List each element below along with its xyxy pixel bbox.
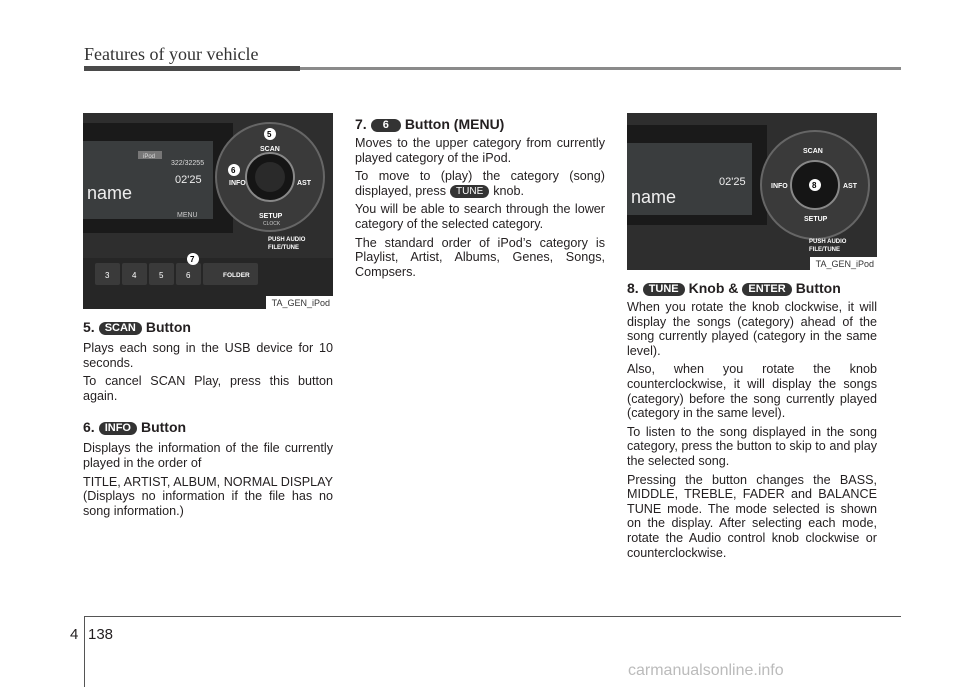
svg-text:MENU: MENU (177, 212, 198, 219)
svg-text:name: name (631, 187, 677, 207)
section-heading: 7. 6 Button (MENU) (355, 116, 505, 132)
tune-key-badge: TUNE (643, 283, 685, 296)
paragraph: Displays the information of the file currently played in the order of (83, 441, 333, 470)
section-info (83, 418, 333, 518)
svg-text:7: 7 (190, 255, 195, 264)
svg-text:FILE/TUNE: FILE/TUNE (268, 245, 299, 251)
svg-text:02'25: 02'25 (719, 176, 746, 188)
svg-text:SCAN: SCAN (260, 146, 280, 153)
svg-text:SCAN: SCAN (803, 148, 823, 155)
paragraph: When you rotate the knob clockwise, it will display the songs (category) ahead of the song currently played (category in the same level). (627, 300, 877, 358)
svg-text:iPod: iPod (143, 154, 156, 160)
paragraph: TITLE, ARTIST, ALBUM, NORMAL DISPLAY (Displays no information if the file has no song information.) (83, 474, 333, 518)
svg-text:INFO: INFO (771, 183, 788, 190)
svg-text:PUSH AUDIO: PUSH AUDIO (809, 239, 847, 245)
paragraph: Moves to the upper category from currently played category of the iPod. (355, 136, 605, 165)
svg-text:name: name (87, 183, 133, 203)
section-number: 4 (70, 626, 79, 643)
six-key-badge: 6 (371, 119, 401, 132)
svg-text:FOLDER: FOLDER (223, 272, 250, 279)
audio-unit-illustration (83, 113, 333, 309)
column-right (627, 113, 877, 564)
svg-text:CLOCK: CLOCK (263, 221, 281, 227)
section-menu (355, 115, 605, 279)
svg-text:02'25: 02'25 (175, 174, 202, 186)
section-heading: 8. TUNE Knob & ENTER Button (627, 280, 841, 296)
section-heading: 5. SCAN Button (83, 319, 191, 335)
info-key-badge: INFO (99, 422, 137, 435)
svg-text:6: 6 (231, 166, 236, 175)
paragraph: The standard order of iPod’s category is Playlist, Artist, Albums, Genes, Songs, Compsers. (355, 235, 605, 279)
audio-knob-illustration (627, 113, 877, 270)
section-tune-enter (627, 279, 877, 560)
svg-text:SETUP: SETUP (259, 213, 283, 220)
paragraph: To cancel SCAN Play, press this button again. (83, 374, 333, 403)
svg-text:6: 6 (186, 271, 191, 280)
svg-text:8: 8 (812, 181, 817, 190)
svg-text:INFO: INFO (229, 180, 246, 187)
svg-text:AST: AST (843, 183, 857, 190)
svg-text:3: 3 (105, 271, 110, 280)
footer-divider (84, 617, 85, 687)
paragraph: To listen to the song displayed in the song category, press the button to skip to and play the selected song. (627, 424, 877, 468)
section-scan (83, 318, 333, 403)
svg-text:5: 5 (159, 271, 164, 280)
svg-text:4: 4 (132, 271, 137, 280)
watermark: carmanualsonline.info (628, 662, 784, 679)
figure-caption: TA_GEN_iPod (810, 257, 877, 270)
page-number: 138 (88, 626, 114, 643)
footer-rule (84, 616, 901, 617)
section-heading: 6. INFO Button (83, 419, 187, 436)
enter-key-badge: ENTER (742, 283, 791, 296)
column-middle (355, 113, 605, 283)
svg-text:PUSH AUDIO: PUSH AUDIO (268, 237, 306, 243)
svg-text:SETUP: SETUP (804, 216, 828, 223)
svg-text:5: 5 (267, 130, 272, 139)
figure-caption: TA_GEN_iPod (266, 296, 333, 309)
page-header-title: Features of your vehicle (84, 44, 259, 64)
column-left (83, 113, 333, 522)
svg-text:FILE/TUNE: FILE/TUNE (809, 247, 840, 253)
svg-text:322/32255: 322/32255 (171, 160, 205, 167)
paragraph: Also, when you rotate the knob counterclockwise, it will display the songs (category) before the song currently played (category in the same level). (627, 362, 877, 421)
paragraph: Pressing the button changes the BASS, MIDDLE, TREBLE, FADER and BALANCE TUNE mode. The mode selected is shown on the display. After selecting each mode, rotate the Audio control knob clockwise or counterclockwise. (627, 472, 877, 560)
paragraph: You will be able to search through the lower category of the selected category. (355, 202, 605, 231)
scan-key-badge: SCAN (99, 322, 142, 335)
paragraph: To move to (play) the category (song) displayed, press TUNE knob. (355, 169, 605, 198)
audio-unit-photo (83, 113, 333, 309)
svg-text:AST: AST (297, 180, 311, 187)
audio-knob-photo (627, 113, 877, 270)
tune-key-badge: TUNE (450, 185, 489, 198)
header-rule-accent (84, 66, 300, 71)
paragraph: Plays each song in the USB device for 10 seconds. (83, 341, 333, 370)
